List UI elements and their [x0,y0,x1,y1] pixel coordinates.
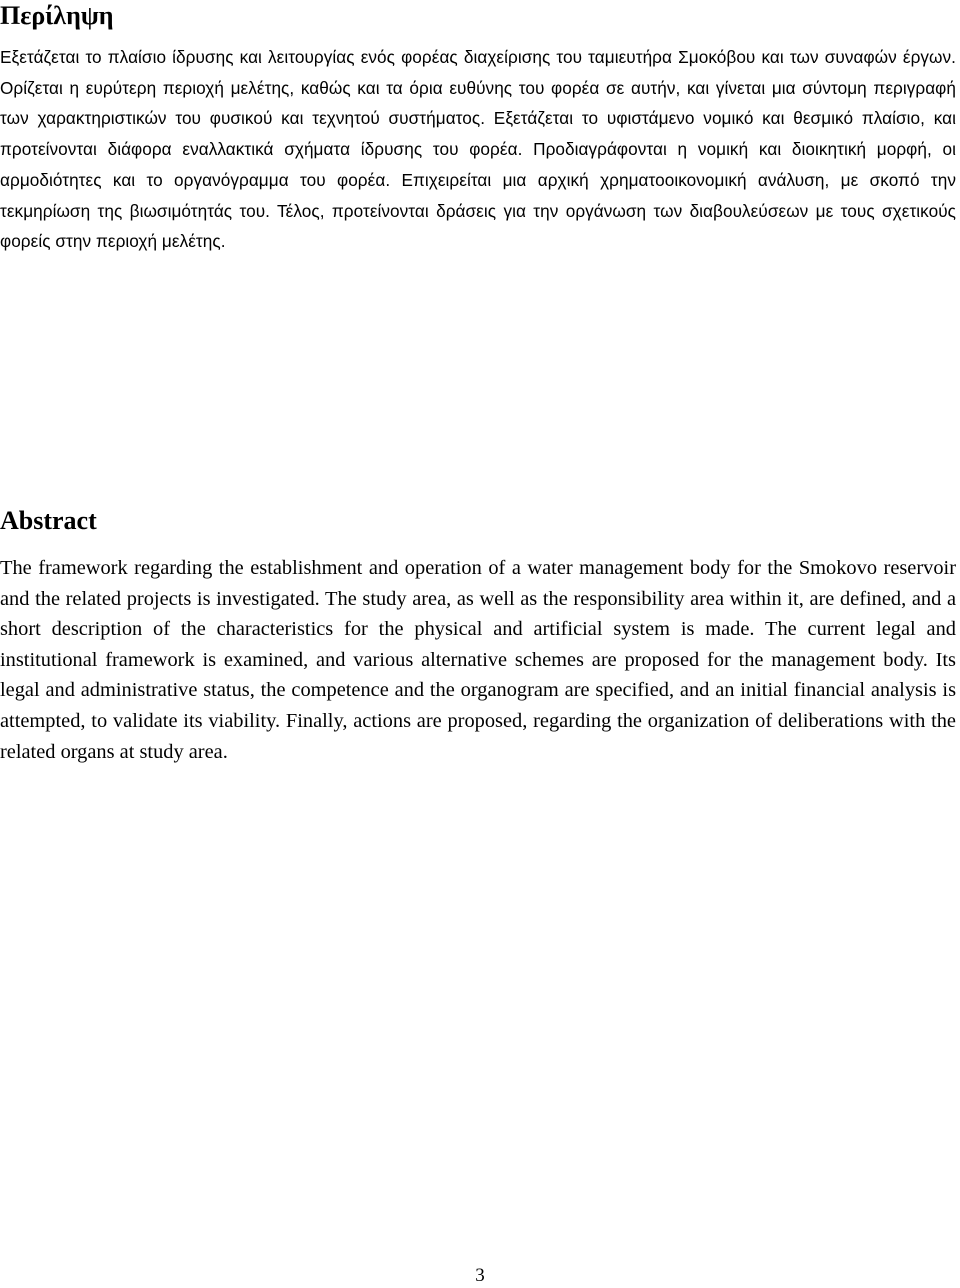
english-abstract-paragraph: The framework regarding the establishment and operation of a water management body for the Smokovo reservoir and the related projects is investigated. The study area, as well as the responsibility area within it, are defined, and a short description of the characteristics for the physical and artificial system is made. The current legal and institutional framework is examined, and various alternative schemes are proposed for the management body. Its legal and administrative status, the competence and the organogram are specified, and an initial financial analysis is attempted, to validate its viability. Finally, actions are proposed, regarding the organization of deliberations with the related organs at study area. [0,557,956,763]
greek-abstract-heading: Περίληψη [0,1,114,30]
english-abstract-heading: Abstract [0,506,97,535]
page-number: 3 [475,1265,485,1286]
greek-abstract-section [0,0,956,257]
english-abstract-section [0,503,956,767]
greek-abstract-paragraph: Εξετάζεται το πλαίσιο ίδρυσης και λειτουργίας ενός φορέας διαχείρισης του ταμιευτήρα Σμοκόβου και των συναφών έργων. Ορίζεται η ευρύτερη περιοχή μελέτης, καθώς και τα όρια ευθύνης του φορέα σε αυτήν, και γίνεται μια σύντομη περιγραφή των χαρακτηριστικών του φυσικού και τεχνητού συστήματος. Εξετάζεται το υφιστάμενο νομικό και θεσμικό πλαίσιο, και προτείνονται διάφορα εναλλακτικά σχήματα ίδρυσης του φορέα. Προδιαγράφονται η νομική και διοικητική μορφή, οι αρμοδιότητες και το οργανόγραμμα του φορέα. Επιχειρείται μια αρχική χρηματοοικονομική ανάλυση, με σκοπό την τεκμηρίωση της βιωσιμότητάς του. Τέλος, προτείνονται δράσεις για την οργάνωση των διαβουλεύσεων με τους σχετικούς φορείς στην περιοχή μελέτης. [0,47,956,252]
